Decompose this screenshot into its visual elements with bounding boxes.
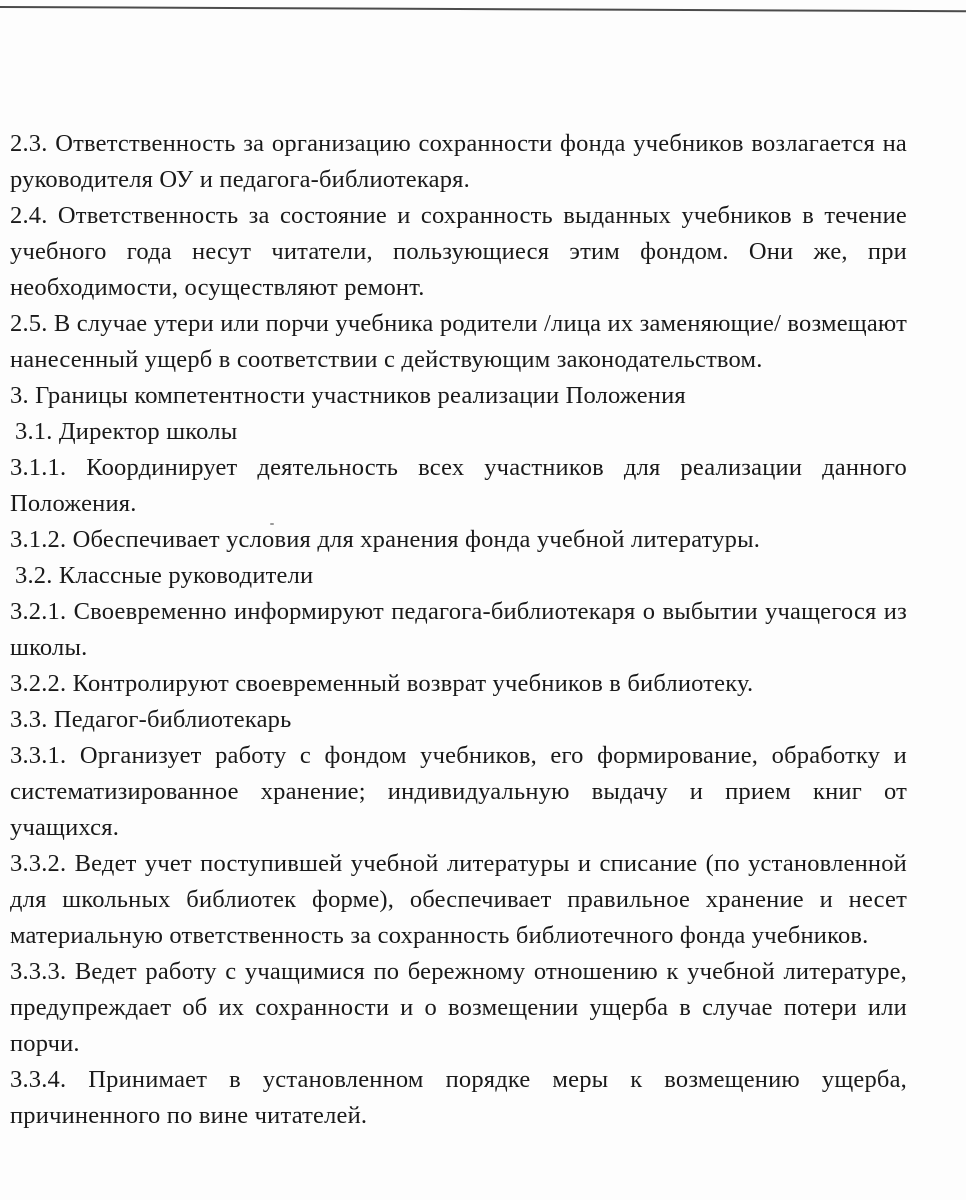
subsection-heading-3-2: 3.2. Классные руководители xyxy=(15,562,314,589)
document-body xyxy=(10,126,907,1134)
paragraph-3-1-2: 3.1.2. Обеспечивает условия для хранения фонда учебной литературы. xyxy=(10,526,761,553)
paragraph-3-2-1: 3.2.1. Своевременно информируют педагога-библиотекаря о выбытии учащегося из школы. xyxy=(10,598,907,661)
paragraph-3-2-2: 3.2.2. Контролируют своевременный возврат учебников в библиотеку. xyxy=(10,670,754,697)
paragraph-3-3-3: 3.3.3. Ведет работу с учащимися по бережному отношению к учебной литературе, предупреждает об их сохранности и о возмещении ущерба в случае потери или порчи. xyxy=(10,958,907,1057)
scan-edge-line xyxy=(0,6,966,28)
paragraph-2-4: 2.4. Ответственность за состояние и сохранность выданных учебников в течение учебного года несут читатели, пользующиеся этим фондом. Они же, при необходимости, осуществляют ремонт. xyxy=(10,202,907,301)
paragraph-2-3: 2.3. Ответственность за организацию сохранности фонда учебников возлагается на руководителя ОУ и педагога-библиотекаря. xyxy=(10,130,907,193)
paragraph-3-1-1: 3.1.1. Координирует деятельность всех участников для реализации данного Положения. xyxy=(10,454,907,517)
paragraph-3-3-4: 3.3.4. Принимает в установленном порядке меры к возмещению ущерба, причиненного по вине читателей. xyxy=(10,1066,907,1129)
subsection-heading-3-3: 3.3. Педагог-библиотекарь xyxy=(10,706,292,733)
subsection-heading-3-1: 3.1. Директор школы xyxy=(15,418,238,445)
paragraph-3-3-1: 3.3.1. Организует работу с фондом учебников, его формирование, обработку и систематизированное хранение; индивидуальную выдачу и прием книг от учащихся. xyxy=(10,742,907,841)
paragraph-2-5: 2.5. В случае утери или порчи учебника родители /лица их заменяющие/ возмещают нанесенный ущерб в соответствии с действующим законодательством. xyxy=(10,310,907,373)
paragraph-3-3-2: 3.3.2. Ведет учет поступившей учебной литературы и списание (по установленной для школьных библиотек форме), обеспечивает правильное хранение и несет материальную ответственность за сохранность библиотечного фонда учебников. xyxy=(10,850,907,949)
section-heading-3: 3. Границы компетентности участников реализации Положения xyxy=(10,382,686,409)
